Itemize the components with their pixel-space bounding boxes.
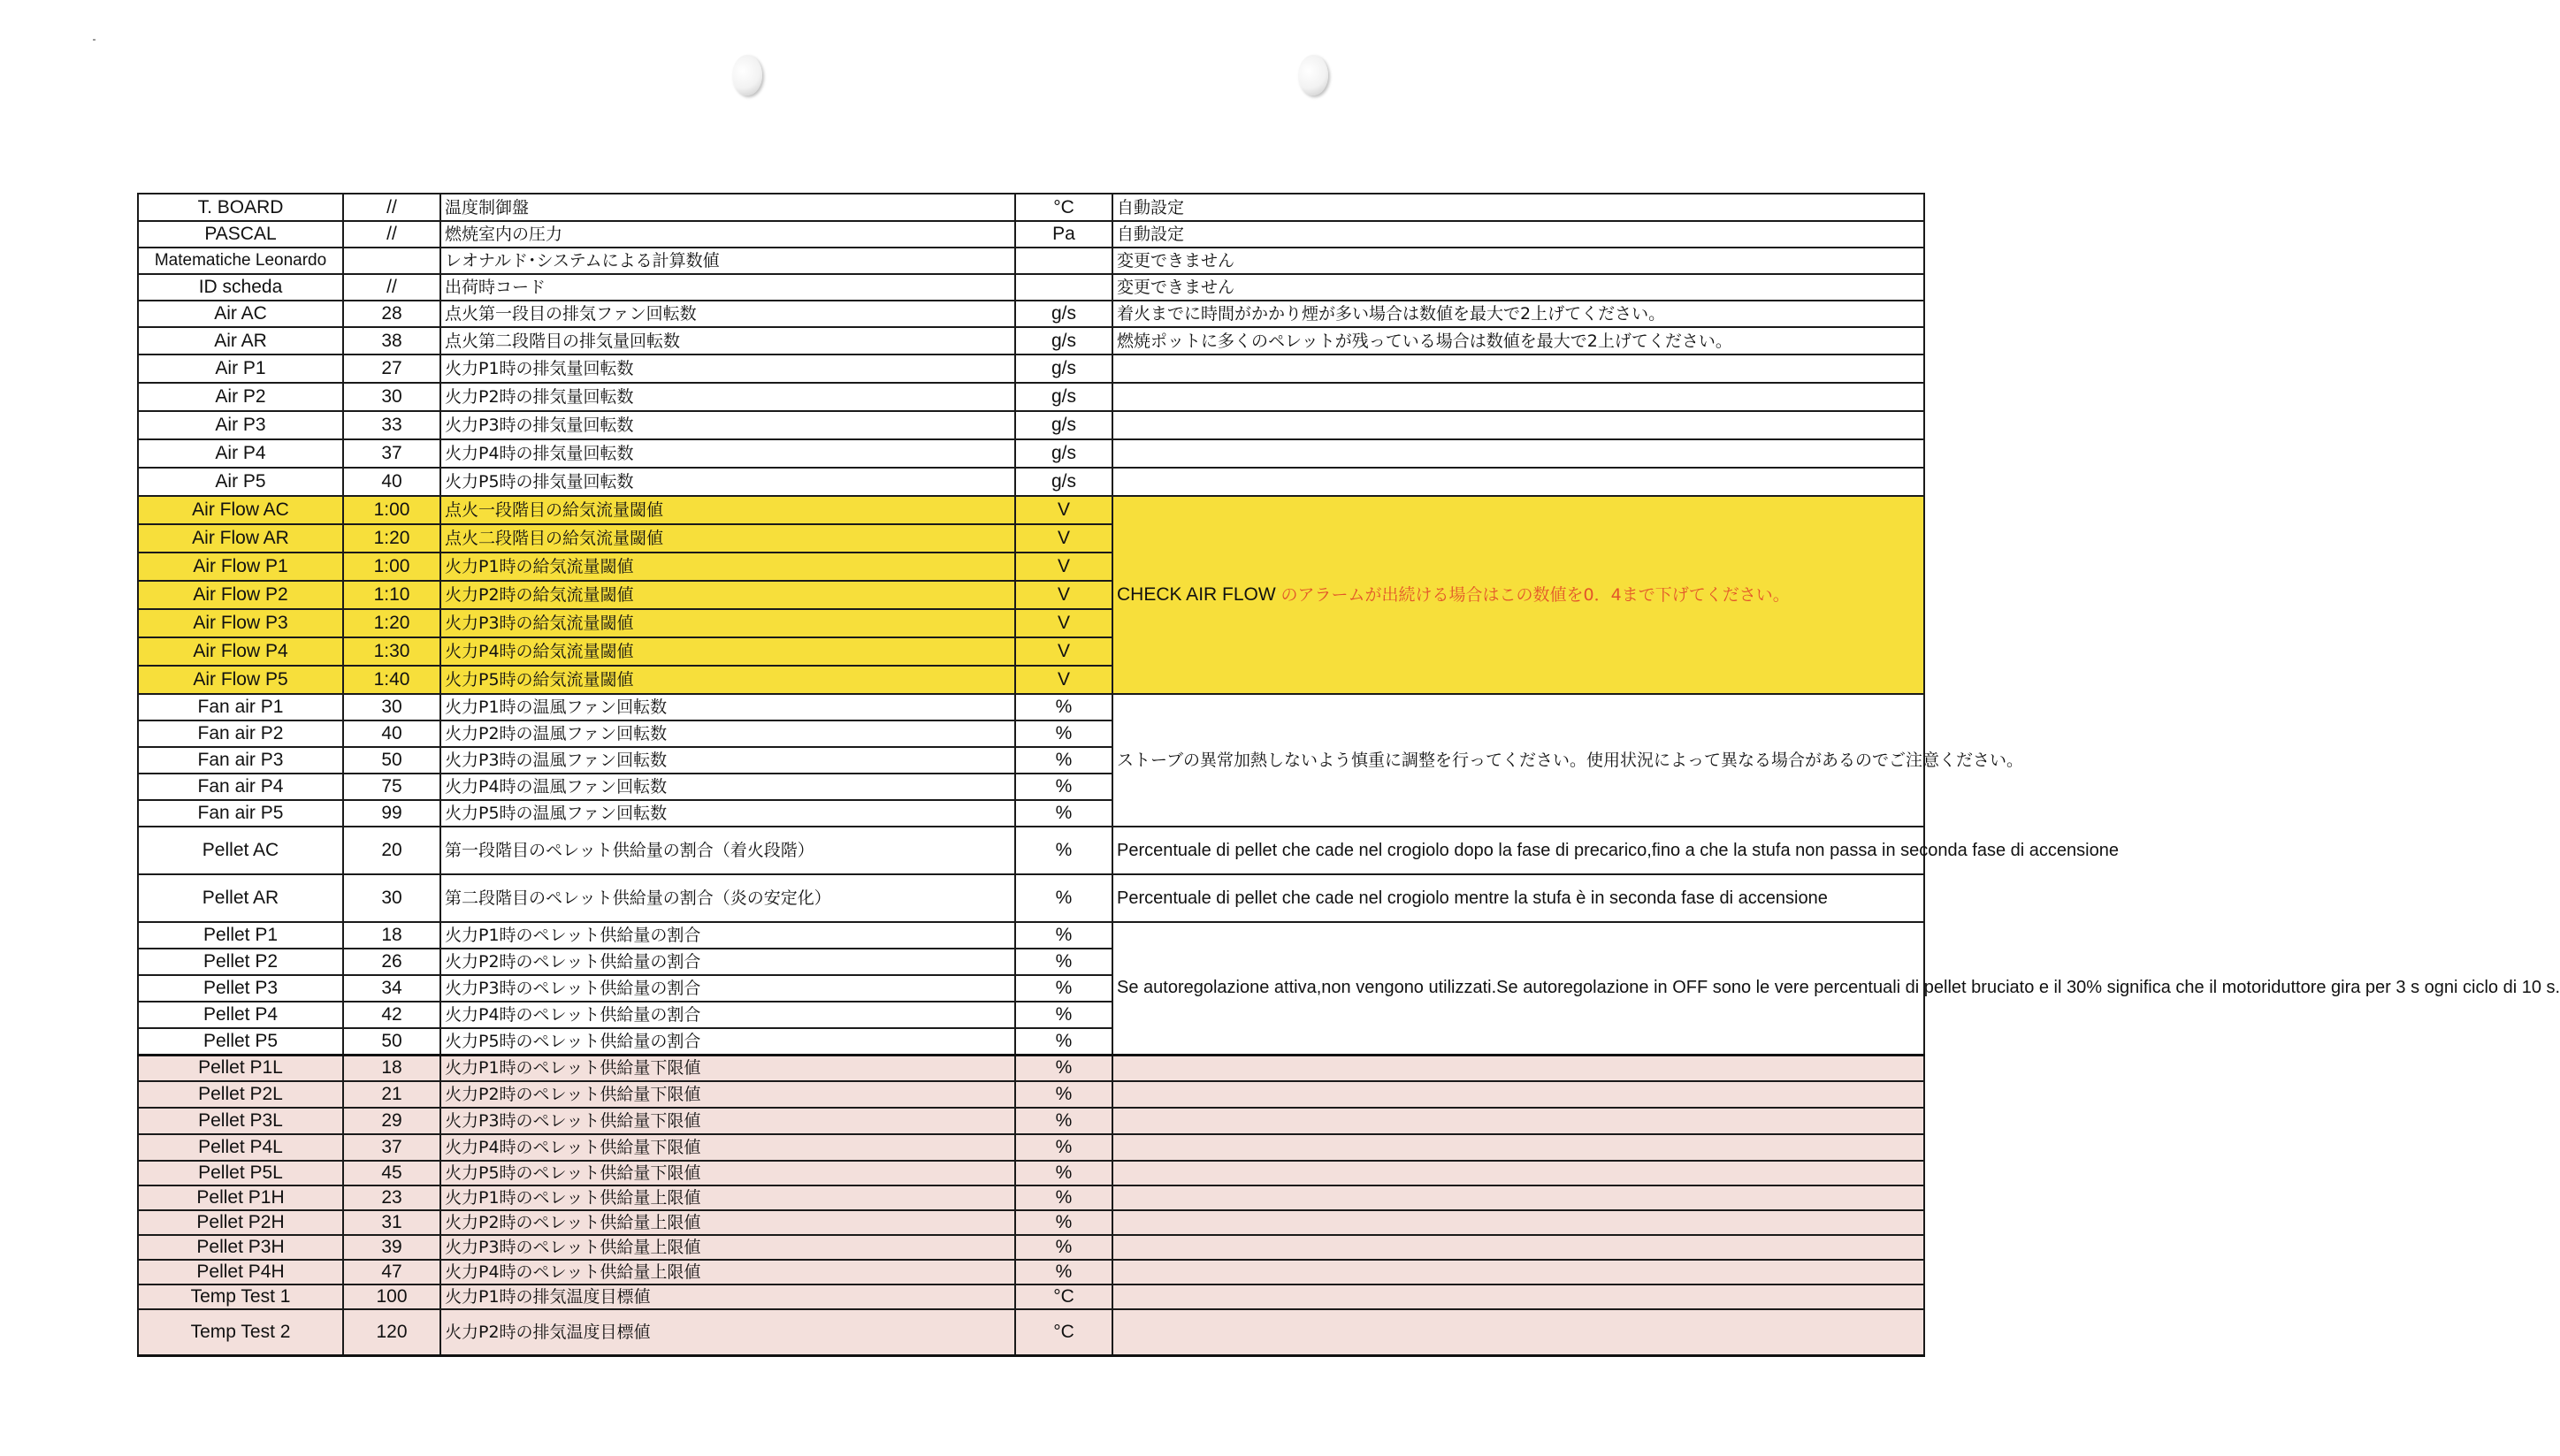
param-unit: g/s bbox=[1015, 439, 1112, 468]
param-value: 37 bbox=[343, 1134, 440, 1161]
table-row bbox=[138, 1055, 1924, 1081]
param-value: 1:30 bbox=[343, 637, 440, 666]
table-row bbox=[138, 922, 1924, 949]
param-description: 火力P1時のペレット供給量上限値 bbox=[440, 1185, 1015, 1210]
param-unit: % bbox=[1015, 1028, 1112, 1055]
table-row bbox=[138, 194, 1924, 221]
table-row bbox=[138, 496, 1924, 524]
param-note: 自動設定 bbox=[1112, 221, 1924, 248]
param-name: Air Flow AR bbox=[138, 524, 343, 553]
param-name: Pellet P5 bbox=[138, 1028, 343, 1055]
param-name: Pellet P4L bbox=[138, 1134, 343, 1161]
param-description: 温度制御盤 bbox=[440, 194, 1015, 221]
param-value: 39 bbox=[343, 1235, 440, 1260]
param-name: Pellet P1 bbox=[138, 922, 343, 949]
param-description: 火力P4時の排気量回転数 bbox=[440, 439, 1015, 468]
param-value: // bbox=[343, 194, 440, 221]
param-unit: % bbox=[1015, 1002, 1112, 1028]
param-unit: % bbox=[1015, 922, 1112, 949]
param-description: 点火一段階目の給気流量閾値 bbox=[440, 496, 1015, 524]
param-unit: % bbox=[1015, 874, 1112, 922]
param-unit: V bbox=[1015, 496, 1112, 524]
param-value: 1:20 bbox=[343, 609, 440, 637]
param-value: 40 bbox=[343, 468, 440, 496]
param-unit: °C bbox=[1015, 1284, 1112, 1309]
param-value: // bbox=[343, 221, 440, 248]
param-unit: g/s bbox=[1015, 327, 1112, 354]
param-note: Percentuale di pellet che cade nel crogiolo dopo la fase di precarico,fino a che la stufa non passa in seconda fase di accensione bbox=[1112, 827, 1924, 874]
param-name: Air P1 bbox=[138, 354, 343, 383]
param-unit: % bbox=[1015, 827, 1112, 874]
param-unit: V bbox=[1015, 666, 1112, 694]
param-unit: % bbox=[1015, 694, 1112, 720]
table-row bbox=[138, 301, 1924, 327]
param-unit: % bbox=[1015, 800, 1112, 827]
param-note: 変更できません bbox=[1112, 248, 1924, 274]
param-value: 40 bbox=[343, 720, 440, 747]
air-flow-note-prefix: CHECK AIR FLOW bbox=[1117, 584, 1281, 605]
param-name: Air Flow P1 bbox=[138, 553, 343, 581]
param-note bbox=[1112, 411, 1924, 439]
param-description: 第一段階目のペレット供給量の割合（着火段階） bbox=[440, 827, 1015, 874]
param-description: 火力P1時の排気温度目標値 bbox=[440, 1284, 1015, 1309]
param-note bbox=[1112, 468, 1924, 496]
param-name: Pellet AC bbox=[138, 827, 343, 874]
param-unit: g/s bbox=[1015, 301, 1112, 327]
param-name: T. BOARD bbox=[138, 194, 343, 221]
param-name: Air AR bbox=[138, 327, 343, 354]
param-name: Temp Test 2 bbox=[138, 1309, 343, 1355]
param-value: 50 bbox=[343, 1028, 440, 1055]
param-name: PASCAL bbox=[138, 221, 343, 248]
param-name: Pellet P3 bbox=[138, 975, 343, 1002]
param-name: Fan air P1 bbox=[138, 694, 343, 720]
param-value: 50 bbox=[343, 747, 440, 774]
param-note: 変更できません bbox=[1112, 274, 1924, 301]
param-name: Pellet P2H bbox=[138, 1210, 343, 1235]
param-name: Pellet P3H bbox=[138, 1235, 343, 1260]
param-name: Pellet P1H bbox=[138, 1185, 343, 1210]
param-value: 30 bbox=[343, 383, 440, 411]
param-description: 火力P2時のペレット供給量の割合 bbox=[440, 949, 1015, 975]
param-name: Air P5 bbox=[138, 468, 343, 496]
param-unit bbox=[1015, 248, 1112, 274]
table-row bbox=[138, 874, 1924, 922]
table-row bbox=[138, 383, 1924, 411]
param-unit: V bbox=[1015, 609, 1112, 637]
table-row bbox=[138, 221, 1924, 248]
param-description: 火力P4時の温風ファン回転数 bbox=[440, 774, 1015, 800]
param-description: レオナルド･システムによる計算数値 bbox=[440, 248, 1015, 274]
param-unit: V bbox=[1015, 553, 1112, 581]
param-unit: g/s bbox=[1015, 354, 1112, 383]
table-row bbox=[138, 1284, 1924, 1309]
param-name: Pellet P4 bbox=[138, 1002, 343, 1028]
param-unit: % bbox=[1015, 720, 1112, 747]
param-value: 1:00 bbox=[343, 553, 440, 581]
param-unit: % bbox=[1015, 747, 1112, 774]
param-description: 火力P3時の温風ファン回転数 bbox=[440, 747, 1015, 774]
param-note bbox=[1112, 1260, 1924, 1284]
param-description: 火力P2時の給気流量閾値 bbox=[440, 581, 1015, 609]
param-name: Air Flow P2 bbox=[138, 581, 343, 609]
param-value: 23 bbox=[343, 1185, 440, 1210]
param-name: Pellet P2L bbox=[138, 1081, 343, 1108]
param-unit: V bbox=[1015, 524, 1112, 553]
param-note bbox=[1112, 1284, 1924, 1309]
param-description: 火力P5時の給気流量閾値 bbox=[440, 666, 1015, 694]
param-value bbox=[343, 248, 440, 274]
param-name: Fan air P4 bbox=[138, 774, 343, 800]
param-description: 火力P5時のペレット供給量下限値 bbox=[440, 1161, 1015, 1185]
param-note bbox=[1112, 1134, 1924, 1161]
param-unit: V bbox=[1015, 581, 1112, 609]
table-row bbox=[138, 1185, 1924, 1210]
param-description: 火力P3時の排気量回転数 bbox=[440, 411, 1015, 439]
param-note bbox=[1112, 1055, 1924, 1081]
param-description: 点火第一段目の排気ファン回転数 bbox=[440, 301, 1015, 327]
table-row bbox=[138, 1260, 1924, 1284]
param-note bbox=[1112, 383, 1924, 411]
table-row bbox=[138, 827, 1924, 874]
table-row bbox=[138, 694, 1924, 720]
param-name: Pellet P2 bbox=[138, 949, 343, 975]
param-name: ID scheda bbox=[138, 274, 343, 301]
param-description: 火力P3時の給気流量閾値 bbox=[440, 609, 1015, 637]
param-unit: % bbox=[1015, 1185, 1112, 1210]
param-name: Air Flow P5 bbox=[138, 666, 343, 694]
param-description: 火力P5時の温風ファン回転数 bbox=[440, 800, 1015, 827]
param-name: Fan air P5 bbox=[138, 800, 343, 827]
param-value: 1:00 bbox=[343, 496, 440, 524]
param-unit: % bbox=[1015, 774, 1112, 800]
param-name: Air P2 bbox=[138, 383, 343, 411]
param-value: 45 bbox=[343, 1161, 440, 1185]
param-name: Air P3 bbox=[138, 411, 343, 439]
param-description: 火力P4時のペレット供給量の割合 bbox=[440, 1002, 1015, 1028]
pellet-power-note: Se autoregolazione attiva,non vengono utilizzati.Se autoregolazione in OFF sono le vere percentuali di pellet bruciato e il 30% significa che il motoriduttore gira per 3 s ogni ciclo di 10 s. bbox=[1112, 922, 1924, 1055]
table-row bbox=[138, 1081, 1924, 1108]
param-description: 火力P2時の温風ファン回転数 bbox=[440, 720, 1015, 747]
param-unit: °C bbox=[1015, 1309, 1112, 1355]
param-description: 出荷時コード bbox=[440, 274, 1015, 301]
param-name: Fan air P2 bbox=[138, 720, 343, 747]
param-value: 33 bbox=[343, 411, 440, 439]
param-unit: % bbox=[1015, 975, 1112, 1002]
air-flow-warning-text: のアラームが出続ける場合はこの数値を0．4まで下げてください。 bbox=[1280, 585, 1790, 605]
param-note bbox=[1112, 1309, 1924, 1355]
param-name: Air Flow P4 bbox=[138, 637, 343, 666]
table-row bbox=[138, 411, 1924, 439]
param-description: 火力P2時のペレット供給量下限値 bbox=[440, 1081, 1015, 1108]
param-note bbox=[1112, 439, 1924, 468]
param-note bbox=[1112, 1185, 1924, 1210]
param-value: 31 bbox=[343, 1210, 440, 1235]
table-row bbox=[138, 1134, 1924, 1161]
table-row bbox=[138, 354, 1924, 383]
param-unit: % bbox=[1015, 949, 1112, 975]
param-note bbox=[1112, 1210, 1924, 1235]
param-value: 1:20 bbox=[343, 524, 440, 553]
param-value: 1:10 bbox=[343, 581, 440, 609]
param-name: Pellet P3L bbox=[138, 1108, 343, 1134]
table-row bbox=[138, 274, 1924, 301]
param-name: Pellet P5L bbox=[138, 1161, 343, 1185]
param-name: Pellet P4H bbox=[138, 1260, 343, 1284]
param-value: // bbox=[343, 274, 440, 301]
param-unit: % bbox=[1015, 1210, 1112, 1235]
param-note bbox=[1112, 1235, 1924, 1260]
param-unit: % bbox=[1015, 1161, 1112, 1185]
param-name: Air Flow AC bbox=[138, 496, 343, 524]
param-value: 38 bbox=[343, 327, 440, 354]
parameter-table bbox=[137, 193, 2560, 1357]
param-description: 火力P1時の給気流量閾値 bbox=[440, 553, 1015, 581]
param-value: 100 bbox=[343, 1284, 440, 1309]
param-unit: g/s bbox=[1015, 468, 1112, 496]
param-description: 火力P1時のペレット供給量の割合 bbox=[440, 922, 1015, 949]
scan-speck bbox=[93, 39, 96, 41]
param-description: 火力P2時のペレット供給量上限値 bbox=[440, 1210, 1015, 1235]
param-name: Temp Test 1 bbox=[138, 1284, 343, 1309]
param-value: 21 bbox=[343, 1081, 440, 1108]
param-note: 燃焼ポットに多くのペレットが残っている場合は数値を最大で2上げてください。 bbox=[1112, 327, 1924, 354]
param-unit: % bbox=[1015, 1134, 1112, 1161]
param-unit: °C bbox=[1015, 194, 1112, 221]
param-note: 自動設定 bbox=[1112, 194, 1924, 221]
param-description: 火力P1時のペレット供給量下限値 bbox=[440, 1055, 1015, 1081]
param-note bbox=[1112, 1161, 1924, 1185]
param-value: 1:40 bbox=[343, 666, 440, 694]
param-description: 火力P3時のペレット供給量の割合 bbox=[440, 975, 1015, 1002]
punch-hole-left bbox=[732, 55, 762, 95]
param-unit: % bbox=[1015, 1081, 1112, 1108]
param-description: 火力P3時のペレット供給量上限値 bbox=[440, 1235, 1015, 1260]
param-description: 第二段階目のペレット供給量の割合（炎の安定化） bbox=[440, 874, 1015, 922]
param-unit bbox=[1015, 274, 1112, 301]
table-row bbox=[138, 1161, 1924, 1185]
table-row bbox=[138, 1210, 1924, 1235]
param-description: 火力P5時のペレット供給量の割合 bbox=[440, 1028, 1015, 1055]
param-unit: % bbox=[1015, 1235, 1112, 1260]
param-value: 20 bbox=[343, 827, 440, 874]
table-row bbox=[138, 439, 1924, 468]
param-name: Fan air P3 bbox=[138, 747, 343, 774]
param-unit: Pa bbox=[1015, 221, 1112, 248]
param-description: 点火第二段階目の排気量回転数 bbox=[440, 327, 1015, 354]
param-value: 30 bbox=[343, 874, 440, 922]
param-note: Percentuale di pellet che cade nel crogiolo mentre la stufa è in seconda fase di accensione bbox=[1112, 874, 1924, 922]
param-name: Matematiche Leonardo bbox=[138, 248, 343, 274]
param-value: 27 bbox=[343, 354, 440, 383]
param-value: 30 bbox=[343, 694, 440, 720]
param-unit: g/s bbox=[1015, 411, 1112, 439]
param-description: 火力P1時の温風ファン回転数 bbox=[440, 694, 1015, 720]
param-description: 火力P1時の排気量回転数 bbox=[440, 354, 1015, 383]
fan-air-note: ストーブの異常加熱しないよう慎重に調整を行ってください。使用状況によって異なる場合があるのでご注意ください。 bbox=[1112, 694, 1924, 827]
param-value: 18 bbox=[343, 1055, 440, 1081]
param-note bbox=[1112, 1081, 1924, 1108]
param-value: 28 bbox=[343, 301, 440, 327]
param-description: 火力P2時の排気量回転数 bbox=[440, 383, 1015, 411]
param-unit: % bbox=[1015, 1108, 1112, 1134]
param-value: 47 bbox=[343, 1260, 440, 1284]
param-value: 120 bbox=[343, 1309, 440, 1355]
param-name: Pellet AR bbox=[138, 874, 343, 922]
param-description: 火力P4時のペレット供給量下限値 bbox=[440, 1134, 1015, 1161]
param-value: 37 bbox=[343, 439, 440, 468]
param-value: 34 bbox=[343, 975, 440, 1002]
punch-hole-right bbox=[1298, 55, 1328, 95]
param-name: Air P4 bbox=[138, 439, 343, 468]
param-description: 火力P3時のペレット供給量下限値 bbox=[440, 1108, 1015, 1134]
table-row bbox=[138, 1309, 1924, 1355]
param-description: 火力P5時の排気量回転数 bbox=[440, 468, 1015, 496]
table-row bbox=[138, 468, 1924, 496]
param-unit: V bbox=[1015, 637, 1112, 666]
table-row bbox=[138, 1108, 1924, 1134]
param-value: 99 bbox=[343, 800, 440, 827]
param-description: 火力P4時のペレット供給量上限値 bbox=[440, 1260, 1015, 1284]
param-name: Air AC bbox=[138, 301, 343, 327]
param-unit: % bbox=[1015, 1055, 1112, 1081]
table-row bbox=[138, 1235, 1924, 1260]
air-flow-note bbox=[1112, 496, 1924, 694]
table-row bbox=[138, 327, 1924, 354]
param-value: 75 bbox=[343, 774, 440, 800]
param-name: Air Flow P3 bbox=[138, 609, 343, 637]
param-description: 点火二段階目の給気流量閾値 bbox=[440, 524, 1015, 553]
param-unit: g/s bbox=[1015, 383, 1112, 411]
param-value: 18 bbox=[343, 922, 440, 949]
param-description: 燃焼室内の圧力 bbox=[440, 221, 1015, 248]
param-value: 26 bbox=[343, 949, 440, 975]
param-description: 火力P2時の排気温度目標値 bbox=[440, 1309, 1015, 1355]
param-note bbox=[1112, 1108, 1924, 1134]
param-value: 29 bbox=[343, 1108, 440, 1134]
param-unit: % bbox=[1015, 1260, 1112, 1284]
param-note: 着火までに時間がかかり煙が多い場合は数値を最大で2上げてください。 bbox=[1112, 301, 1924, 327]
param-name: Pellet P1L bbox=[138, 1055, 343, 1081]
table-row bbox=[138, 248, 1924, 274]
param-description: 火力P4時の給気流量閾値 bbox=[440, 637, 1015, 666]
param-note bbox=[1112, 354, 1924, 383]
param-value: 42 bbox=[343, 1002, 440, 1028]
